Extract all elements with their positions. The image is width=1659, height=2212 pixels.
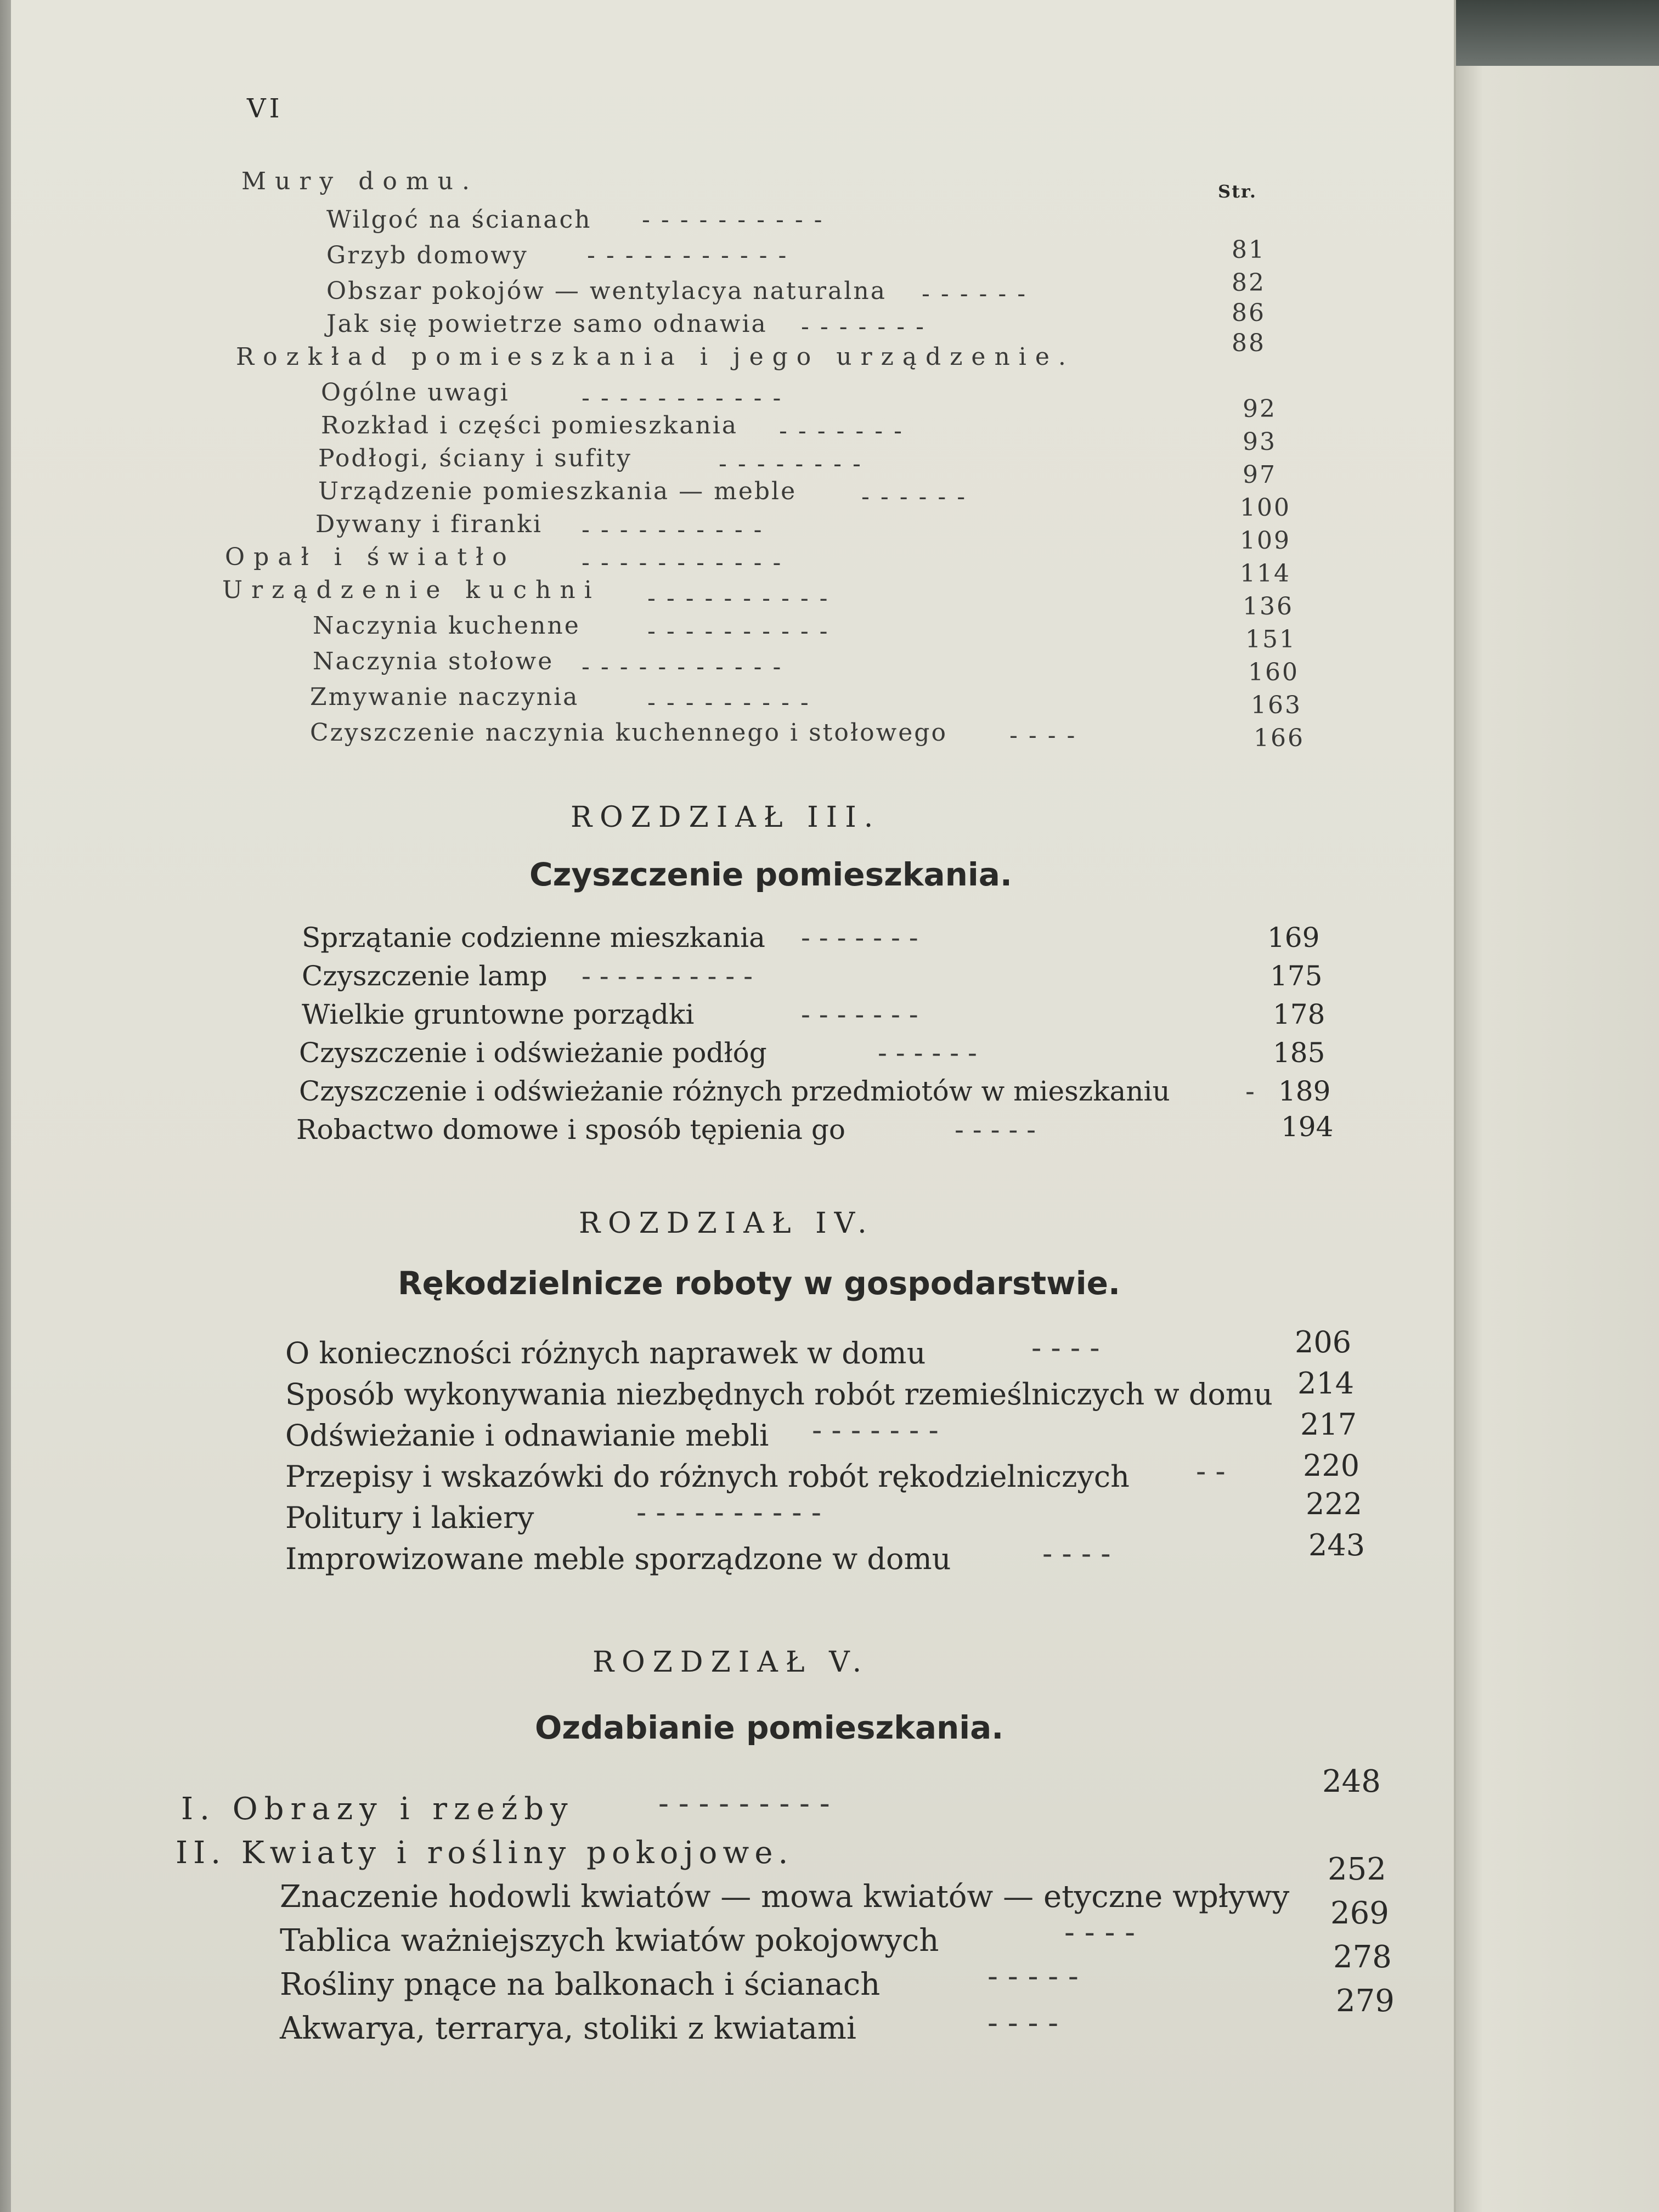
chapter-heading: ROZDZIAŁ III. (571, 801, 881, 834)
toc-leader: - - - - - - (878, 1037, 977, 1069)
toc-entry-title: Znaczenie hodowli kwiatów — mowa kwiatów — etyczne wpływy (280, 1879, 1290, 1915)
toc-leader: - - - - (1064, 1915, 1136, 1950)
toc-leader: - - - - - - - - - - (582, 960, 753, 992)
toc-leader: - - - - - (955, 1114, 1036, 1146)
toc-leader: - (1245, 1075, 1255, 1107)
toc-page-number: 206 (1295, 1325, 1352, 1359)
toc-entry-title: Podłogi, ściany i sufity (318, 444, 633, 472)
toc-leader: - - - - (988, 2005, 1059, 2041)
toc-entry-title: Czyszczenie i odświeżanie podłóg (299, 1037, 767, 1069)
toc-page-number: 279 (1336, 1983, 1395, 2019)
toc-page-number: 114 (1240, 560, 1291, 588)
chapter-heading: ROZDZIAŁ IV. (579, 1207, 874, 1240)
toc-entry-title: Odświeżanie i odnawianie mebli (285, 1418, 769, 1453)
toc-entry-title: Naczynia stołowe (313, 647, 554, 675)
toc-leader: - - - - - - - - - - - (587, 241, 788, 269)
toc-group-heading: Urządzenie kuchni (222, 576, 601, 604)
toc-entry-title: Politury i lakiery (285, 1500, 534, 1535)
toc-page-number: 166 (1254, 724, 1305, 752)
toc-page-number: 278 (1333, 1939, 1392, 1975)
toc-page-number: 82 (1232, 269, 1266, 297)
toc-entry-title: Jak się powietrze samo odnawia (326, 310, 768, 338)
chapter-title: Rękodzielnicze roboty w gospodarstwie. (398, 1265, 1120, 1302)
toc-leader: - - - - - - - - - - - (582, 384, 783, 412)
chapter-heading: ROZDZIAŁ V. (592, 1646, 870, 1679)
toc-leader: - - - - (1042, 1536, 1111, 1571)
toc-entry-title: Grzyb domowy (326, 241, 528, 269)
toc-leader: - - - - (1031, 1330, 1100, 1365)
toc-entry-title: Robactwo domowe i sposób tępienia go (296, 1114, 845, 1146)
toc-leader: - - - - - - - (779, 417, 904, 445)
toc-page-number: 217 (1300, 1407, 1357, 1442)
toc-leader: - - - - - - - - - (647, 689, 810, 716)
toc-leader: - - - - - - - - - - (647, 584, 830, 612)
toc-leader: - - - - - - - (801, 998, 918, 1030)
toc-leader: - - (1196, 1454, 1226, 1488)
toc-leader: - - - - (1009, 721, 1077, 749)
toc-group-heading: II. Kwiaty i rośliny pokojowe. (176, 1835, 794, 1871)
toc-page-number: 222 (1306, 1487, 1363, 1521)
toc-page-number: 175 (1270, 960, 1323, 992)
toc-page-number: 243 (1308, 1528, 1365, 1562)
toc-entry-title: Rozkład i części pomieszkania (321, 411, 738, 439)
toc-page-number: 189 (1278, 1075, 1331, 1107)
toc-leader: - - - - - - - - - - - (582, 653, 783, 681)
toc-entry-title: Wilgoć na ścianach (326, 206, 592, 234)
facing-page-edge (1448, 66, 1659, 2212)
toc-leader: - - - - - - - (812, 1413, 939, 1447)
toc-leader: - - - - - - - - - - (636, 1495, 821, 1530)
toc-entry-title: Urządzenie pomieszkania — meble (318, 477, 797, 505)
toc-leader: - - - - - - - - - (658, 1786, 830, 1821)
toc-page-number: 252 (1328, 1852, 1386, 1887)
toc-page-number: 97 (1243, 461, 1277, 489)
toc-group-heading: I. Obrazy i rzeźby (181, 1791, 574, 1827)
toc-entry-title: Ogólne uwagi (321, 379, 510, 407)
toc-page-number: 81 (1232, 236, 1266, 264)
toc-leader: - - - - - - - (801, 313, 926, 341)
toc-leader: - - - - - - (861, 483, 967, 511)
page-column-label: Str. (1218, 181, 1257, 202)
toc-page-number: 93 (1243, 428, 1277, 456)
toc-page-number: 160 (1248, 658, 1299, 686)
toc-entry-title: Akwarya, terrarya, stoliki z kwiatami (280, 2011, 856, 2046)
toc-leader: - - - - - (988, 1959, 1079, 1994)
toc-entry-title: Dywany i firanki (315, 510, 543, 538)
toc-entry-title: Obszar pokojów — wentylacya naturalna (326, 277, 887, 305)
toc-leader: - - - - - - - - (719, 450, 862, 478)
toc-page-number: 194 (1281, 1111, 1334, 1143)
book-page (11, 0, 1456, 2212)
toc-entry-title: Zmywanie naczynia (310, 683, 579, 711)
toc-entry-title: Przepisy i wskazówki do różnych robót rękodzielniczych (285, 1459, 1130, 1494)
toc-entry-title: Czyszczenie naczynia kuchennego i stołowego (310, 719, 947, 747)
toc-page-number: 163 (1251, 691, 1302, 719)
toc-entry-title: Sprzątanie codzienne mieszkania (302, 922, 765, 953)
toc-group-heading: Rozkład pomieszkania i jego urządzenie. (236, 343, 1075, 371)
toc-leader: - - - - - - - (801, 922, 918, 953)
toc-page-number: 185 (1273, 1037, 1325, 1069)
toc-page-number: 178 (1273, 998, 1325, 1030)
toc-leader: - - - - - - (922, 280, 1028, 308)
toc-entry-title: Czyszczenie lamp (302, 960, 548, 992)
toc-group-heading: Mury domu. (241, 167, 478, 195)
toc-page-number: 220 (1303, 1448, 1360, 1483)
toc-entry-title: Czyszczenie i odświeżanie różnych przedmiotów w mieszkaniu (299, 1075, 1170, 1107)
toc-leader: - - - - - - - - - - (582, 516, 764, 544)
toc-entry-title: Tablica ważniejszych kwiatów pokojowych (280, 1923, 939, 1959)
chapter-title: Ozdabianie pomieszkania. (535, 1709, 1004, 1746)
toc-entry-title: Wielkie gruntowne porządki (302, 998, 695, 1030)
chapter-title: Czyszczenie pomieszkania. (529, 856, 1012, 893)
toc-page-number: 214 (1297, 1366, 1355, 1401)
toc-page-number: 109 (1240, 527, 1291, 555)
toc-page-number: 86 (1232, 299, 1266, 327)
toc-page-number: 136 (1243, 592, 1294, 620)
toc-leader: - - - - - - - - - - (647, 617, 830, 645)
toc-leader: - - - - - - - - - - - (582, 549, 783, 577)
toc-page-number: 269 (1330, 1895, 1389, 1931)
toc-group-heading: Opał i światło (225, 543, 516, 571)
toc-entry-title: Rośliny pnące na balkonach i ścianach (280, 1967, 881, 2002)
toc-entry-title: O konieczności różnych naprawek w domu (285, 1336, 926, 1370)
toc-entry-title: Naczynia kuchenne (313, 612, 580, 640)
toc-page-number: 88 (1232, 329, 1266, 357)
toc-entry-title: Improwizowane meble sporządzone w domu (285, 1542, 951, 1576)
toc-page-number: 248 (1322, 1764, 1381, 1799)
page-number: VI (247, 93, 283, 124)
toc-page-number: 169 (1267, 922, 1320, 953)
toc-leader: - - - - - - - - - - (642, 206, 824, 234)
toc-page-number: 100 (1240, 494, 1291, 522)
toc-page-number: 151 (1245, 625, 1296, 653)
toc-entry-title: Sposób wykonywania niezbędnych robót rzemieślniczych w domu (285, 1377, 1273, 1412)
toc-page-number: 92 (1243, 395, 1277, 423)
